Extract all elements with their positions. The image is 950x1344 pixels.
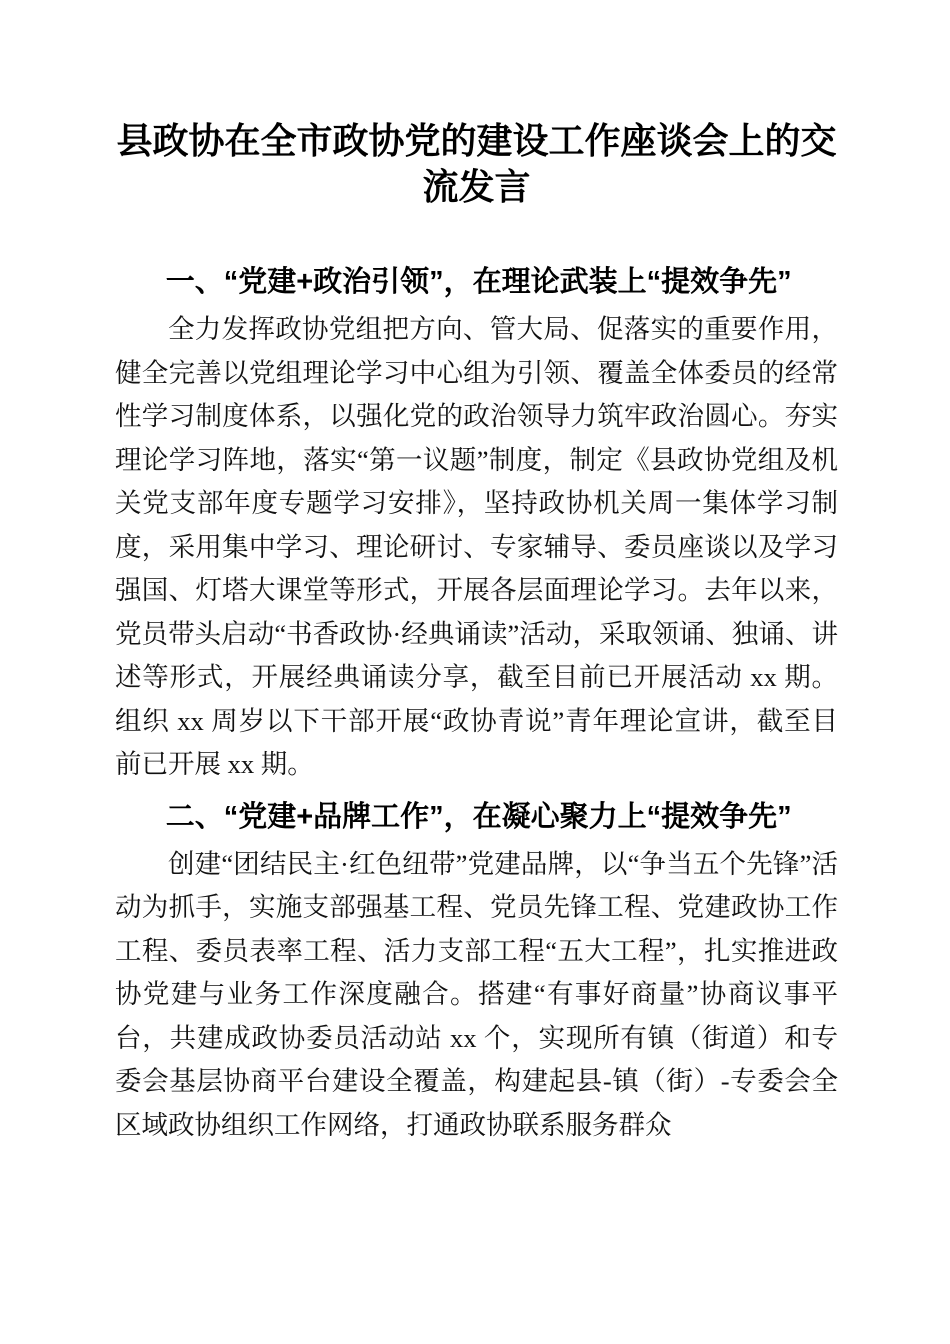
document-title: 县政协在全市政协党的建设工作座谈会上的交流发言 — [116, 121, 837, 207]
section-paragraph-2: 创建“团结民主·红色纽带”党建品牌，以“争当五个先锋”活动为抓手，实施支部强基工程、党员先锋工程、党建政协工作工程、委员表率工程、活力支部工程“五大工程”，扎实推进政协党建与业务工作深度融合。搭建“有事好商量”协商议事平台，共建成政协委员活动站 xx 个，实现所有镇（街道）和专委会基层协商平台建设全覆盖，构建起县-镇（街）-专委会全区域政协组织工作网络，打通政协联系服务群众 — [115, 848, 838, 1140]
section-paragraph-1: 全力发挥政协党组把方向、管大局、促落实的重要作用，健全完善以党组理论学习中心组为引领、覆盖全体委员的经常性学习制度体系，以强化党的政治领导力筑牢政治圆心。夯实理论学习阵地，落实“第一议题”制度，制定《县政协党组及机关党支部年度专题学习安排》，坚持政协机关周一集体学习制度，采用集中学习、理论研讨、专家辅导、委员座谈以及学习强国、灯塔大课堂等形式，开展各层面理论学习。去年以来，党员带头启动“书香政协·经典诵读”活动，采取领诵、独诵、讲述等形式，开展经典诵读分享，截至目前已开展活动 xx 期。组织 xx 周岁以下干部开展“政协青说”青年理论宣讲，截至目前已开展 xx 期。 — [115, 314, 838, 779]
section-heading-1: 一、“党建+政治引领”，在理论武装上“提效争先” — [165, 266, 792, 298]
section-heading-2: 二、“党建+品牌工作”，在凝心聚力上“提效争先” — [165, 800, 792, 833]
